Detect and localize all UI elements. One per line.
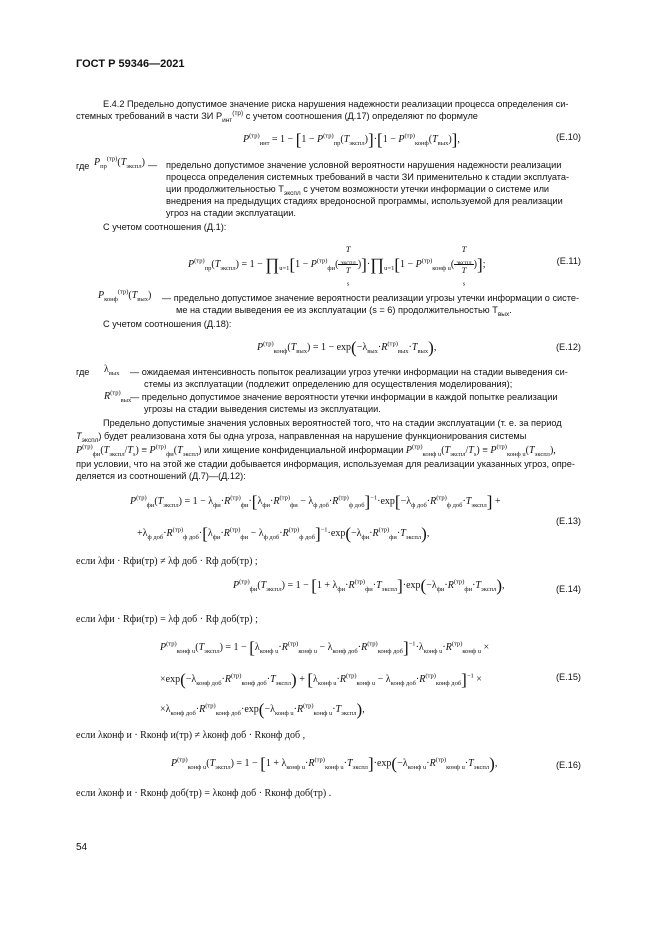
symbol-p-pr: $P_{пр}^{(тр)}(T_{экспл})$ xyxy=(94,155,145,170)
formula-e14: $P^{(тр)}_{фи}(T_{экспл}) = 1 - [1 + \lambda_{фи}\cdot R^{(тр)}_{фи}\cdot T_{экспл}]\cdot\exp(-\lambda_{фи}\cdot R^{(тр)}_{фи}\cdot T_{экспл})$, xyxy=(233,576,505,595)
symbol-p-konf: $P_{конф}^{(тр)}(T_{вых})$ xyxy=(98,288,152,303)
where3-line2: стемы из эксплуатации (подлежит определению для осуществления моделирования); xyxy=(144,379,513,389)
where1-line1: предельно допустимое значение условной вероятности нарушения надежности реализации xyxy=(166,160,562,170)
formula-e11: $P^{(тр)}_{пр}(T_{экспл}) = 1$ − $\prod_{u=1}[1 - P^{(тр)}_{фи}$( T $_{экспл}$ T $_s$ )]$\cdot\prod_{u=1}[1 - P^{(тр)}_{конф u}$( T $_{экспл}$ T $_s$ )]; xyxy=(188,244,486,288)
formula-e10: $P^{(тр)}_{инт} = 1 - [1 - P^{(тр)}_{пр}(T_{экспл})]\cdot[1 - P^{(тр)}_{конф}(T_{вых})]$, xyxy=(243,130,460,149)
eq-number-e11: (Е.11) xyxy=(556,256,581,266)
where1-line2: процесса определения системных требований в части ЗИ применительно к стадии эксплуата- xyxy=(166,172,570,182)
para-e42-line1: Е.4.2 Предельно допустимое значение риска нарушения надежности реализации процесса определения си- xyxy=(103,99,569,109)
para2-line3: $P^{(тр)}_{фи}(T_{экспл}/T_s) \equiv P^{(тр)}_{фи}(T_{экспл})$ или хищение конфиденциальной информации $P^{(тр)}_{конф u}(T_{экспл}/T_s) \equiv P^{(тр)}_{конф u}(T_{экспл})$, xyxy=(76,443,556,458)
para2-line5: деляется из соотношений (Д.7)—(Д.12): xyxy=(76,471,246,481)
formula-e15-line2: $\times\exp(-\lambda_{конф доб}\cdot R^{(тр)}_{конф доб}\cdot T_{экспл}) + [\lambda_{конф u}\cdot R^{(тр)}_{конф u} - \lambda_{конф доб}\cdot R^{(тр)}_{конф доб}]^{-1}$ × xyxy=(160,670,482,689)
para2-line2: $T_{экспл}$) будет реализована хотя бы одна угроза, направленная на нарушение функционирования системы xyxy=(76,431,527,444)
where1-line3: ции продолжительностью $T_{экспл}$ с учетом возможности утечки информации о системе или xyxy=(166,184,550,197)
document-header: ГОСТ Р 59346—2021 xyxy=(76,58,185,70)
formula-e13-line2: $+\lambda_{ф доб}\cdot R^{(тр)}_{ф доб}\cdot[\lambda_{фи}\cdot R^{(тр)}_{фи} - \lambda_{ф доб}\cdot R^{(тр)}_{ф доб}]^{-1}\cdot\exp(-\lambda_{фи}\cdot R^{(тр)}_{фи}\cdot T_{экспл})$, xyxy=(137,524,430,543)
formula-e13-line1: $P^{(тр)}_{фи}(T_{экспл}) = 1 - \lambda_{фи}\cdot R^{(тр)}_{фи}\cdot[\lambda_{фи}\cdot R^{(тр)}_{фи} - \lambda_{ф доб}\cdot R^{(тр)}_{ф доб}]^{-1}\cdot\exp[-\lambda_{ф доб}\cdot R^{(тр)}_{ф доб}\cdot T_{экспл}]$ + xyxy=(130,492,501,511)
formula-e15-line3: $\times\lambda_{конф доб}\cdot R^{(тр)}_{конф доб}\cdot\exp(-\lambda_{конф u}\cdot R^{(тр)}_{конф u}\cdot T_{экспл})$, xyxy=(160,700,365,719)
eq-number-e12: (Е.12) xyxy=(555,342,581,352)
where3-line4: угрозы на стадии выведения системы из эксплуатации. xyxy=(144,404,381,414)
where-label: где xyxy=(76,161,90,171)
where1-line5: угроз на стадии эксплуатации. xyxy=(166,208,296,218)
condition-4: если λконф и · Rконф доб(тр) = λконф доб · Rконф доб(тр) . xyxy=(76,788,332,799)
formula-e15-line1: $P^{(тр)}_{конф u}(T_{экспл}) = 1 - [\lambda_{конф u}\cdot R^{(тр)}_{конф u} - \lambda_{конф доб}\cdot R^{(тр)}_{конф доб}]^{-1}\cdot\lambda_{конф u}\cdot R^{(тр)}_{конф u}$ × xyxy=(160,638,490,657)
eq-number-e15: (Е.15) xyxy=(555,672,581,682)
eq-number-e16: (Е.16) xyxy=(555,760,581,770)
eq-number-e14: (Е.14) xyxy=(555,584,581,594)
condition-2: если λфи · Rфи(тр) = λф доб · Rф доб(тр) ; xyxy=(76,614,258,625)
condition-3: если λконф и · Rконф и(тр) ≠ λконф доб · Rконф доб , xyxy=(76,730,306,741)
symbol-lambda-vyh: $\lambda_{вых}$ xyxy=(104,364,120,377)
eq-number-e10: (Е.10) xyxy=(555,132,581,142)
where2-line2: ме на стадии выведения ее из эксплуатации (s = 6) продолжительностью $T_{вых}$. xyxy=(176,305,512,318)
ref-d1: С учетом соотношения (Д.1): xyxy=(103,222,227,232)
formula-e12: $P^{(тр)}_{конф}(T_{вых}) = 1 - \exp(-\lambda_{вых}\cdot R^{(тр)}_{вых}\cdot T_{вых})$, xyxy=(257,338,437,357)
where1-line4: внедрения на предыдущих стадиях вредоносной программы, используемой для реализации xyxy=(166,196,563,206)
where3-line3: — предельно допустимое значение вероятности утечки информации в каждой попытке реализации xyxy=(130,392,558,402)
where-dash: — xyxy=(148,160,158,170)
condition-1: если λфи · Rфи(тр) ≠ λф доб · Rф доб(тр) ; xyxy=(76,556,258,567)
eq-number-e13: (Е.13) xyxy=(555,516,581,526)
para2-line1: Предельно допустимые значения условных вероятностей того, что на стадии эксплуатации (т. е. за период xyxy=(103,418,562,428)
where3-line1: — ожидаемая интенсивность попыток реализации угроз утечки информации на стадии выведения си- xyxy=(130,367,568,377)
page-number: 54 xyxy=(76,842,88,853)
formula-e16: $P^{(тр)}_{конф u}(T_{экспл}) = 1 - [1 + \lambda_{конф u}\cdot R^{(тр)}_{конф u}\cdot T_{экспл}]\cdot\exp(-\lambda_{конф u}\cdot R^{(тр)}_{конф u}\cdot T_{экспл})$, xyxy=(171,754,498,773)
where3-label: где xyxy=(76,367,90,377)
ref-d18: С учетом соотношения (Д.18): xyxy=(103,319,232,329)
para-e42-line2: стемных требований в части ЗИ $P_{инт}^{(тр)}$ с учетом соотношения (Д.17) определяют по формуле xyxy=(76,109,478,124)
para2-line4: при условии, что на этой же стадии добывается информация, используемая для реализации указанных угроз, опре- xyxy=(76,459,575,469)
where2-line1: — предельно допустимое значение вероятности реализации угрозы утечки информации о систе- xyxy=(162,293,580,303)
symbol-r-vyh: $R^{(тр)}_{вых}$ xyxy=(104,389,132,404)
